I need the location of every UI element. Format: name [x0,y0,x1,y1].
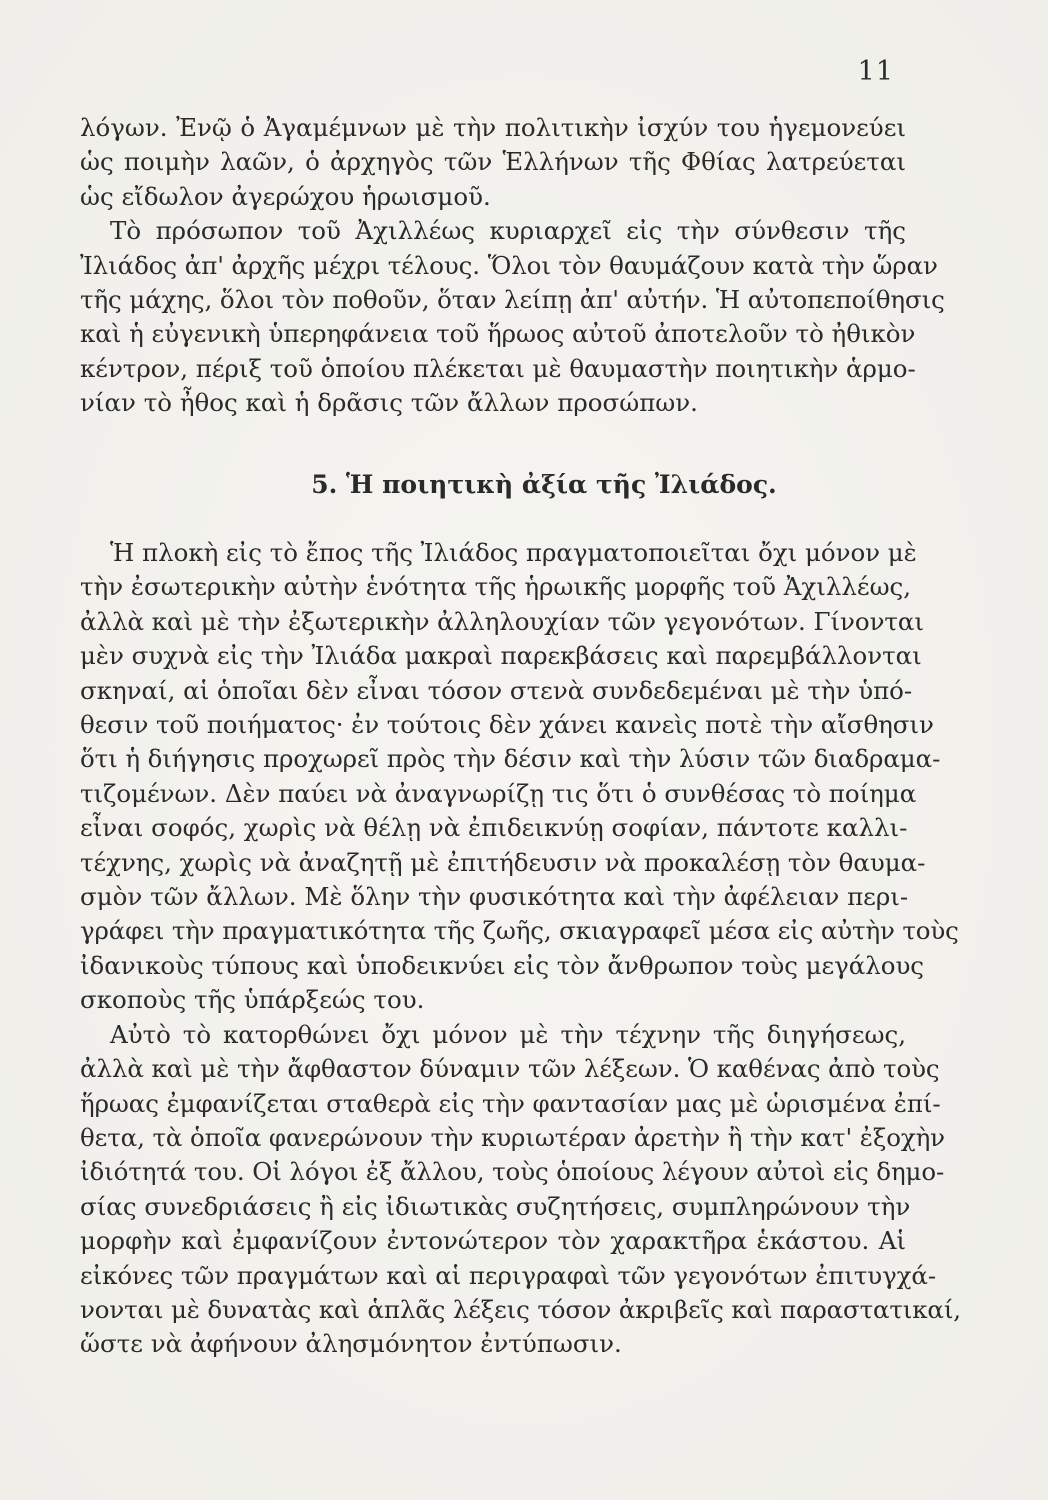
text-line: τιζομένων. Δὲν παύει νὰ ἀναγνωρίζῃ τις ὅτι ὁ συνθέσας τὸ ποίημα [80,778,917,808]
text-line: λόγων. Ἐνῷ ὁ Ἀγαμέμνων μὲ τὴν πολιτικὴν ἰσχύν του ἡγεμονεύει [80,113,906,142]
text-line: νίαν τὸ ἦθος καὶ ἡ δρᾶσις τῶν ἄλλων προσώπων. [80,388,698,418]
text-line: σκηναί, αἱ ὁποῖαι δὲν εἶναι τόσον στενὰ συνδεδεμέναι μὲ τὴν ὑπό- [80,675,913,705]
text-line: Τὸ πρόσωπον τοῦ Ἀχιλλέως κυριαρχεῖ εἰς τὴν σύνθεσιν τῆς [110,216,906,246]
text-line: ἀλλὰ καὶ μὲ τὴν ἄφθαστον δύναμιν τῶν λέξεων. Ὁ καθένας ἀπὸ τοὺς [80,1054,940,1084]
text-line: ἀλλὰ καὶ μὲ τὴν ἐξωτερικὴν ἀλληλουχίαν τῶν γεγονότων. Γίνονται [80,606,924,636]
text-line: ὡς ποιμὴν λαῶν, ὁ ἀρχηγὸς τῶν Ἑλλήνων τῆς Φθίας λατρεύεται [80,147,906,177]
text-line: σκοποὺς τῆς ὑπάρξεώς του. [80,985,425,1015]
text-line: θεσιν τοῦ ποιήματος· ἐν τούτοις δὲν χάνει κανεὶς ποτὲ τὴν αἴσθησιν [80,710,934,740]
text-line: ὥστε νὰ ἀφήνουν ἀλησμόνητον ἐντύπωσιν. [80,1329,622,1359]
text-line: σμὸν τῶν ἄλλων. Μὲ ὅλην τὴν φυσικότητα καὶ τὴν ἀφέλειαν περι- [80,882,909,912]
text-line: σίας συνεδριάσεις ἢ εἰς ἰδιωτικὰς συζητήσεις, συμπληρώνουν τὴν [80,1191,911,1221]
section-heading: 5. Ἡ ποιητικὴ ἀξία τῆς Ἰλιάδος. [311,470,777,499]
text-line: ἰδιότητά του. Οἱ λόγοι ἐξ ἄλλου, τοὺς ὁποίους λέγουν αὐτοὶ εἰς δημο- [80,1157,945,1187]
section-text-block [80,536,961,1362]
page-number: 11 [857,56,894,87]
paragraph-2 [80,214,945,420]
text-line: ὅτι ἡ διήγησις προχωρεῖ πρὸς τὴν δέσιν καὶ τὴν λύσιν τῶν διαδραμα- [80,744,941,774]
text-line: καὶ ἡ εὐγενικὴ ὑπερηφάνεια τοῦ ἥρωος αὐτοῦ ἀποτελοῦν τὸ ἠθικὸν [80,319,916,349]
text-line: ὡς εἴδωλον ἀγερώχου ἡρωισμοῦ. [80,181,491,211]
text-line: μορφὴν καὶ ἐμφανίζουν ἐντονώτερον τὸν χαρακτῆρα ἑκάστου. Αἱ [80,1226,906,1256]
text-line: Αὐτὸ τὸ κατορθώνει ὄχι μόνον μὲ τὴν τέχνην τῆς διηγήσεως, [110,1019,906,1049]
text-line: ἰδανικοὺς τύπους καὶ ὑποδεικνύει εἰς τὸν ἄνθρωπον τοὺς μεγάλους [80,950,924,980]
text-line: τὴν ἐσωτερικὴν αὐτὴν ἑνότητα τῆς ἡρωικῆς μορφῆς τοῦ Ἀχιλλέως, [80,572,912,602]
text-line: εἰκόνες τῶν πραγμάτων καὶ αἱ περιγραφαὶ τῶν γεγονότων ἐπιτυγχά- [80,1260,937,1290]
text-line: θετα, τὰ ὁποῖα φανερώνουν τὴν κυριωτέραν ἀρετὴν ἢ τὴν κατ' ἐξοχὴν [80,1122,945,1152]
text-line: μὲν συχνὰ εἰς τὴν Ἰλιάδα μακραὶ παρεκβάσεις καὶ παρεμβάλλονται [80,641,922,671]
text-line: τέχνης, χωρὶς νὰ ἀναζητῇ μὲ ἐπιτήδευσιν νὰ προκαλέσῃ τὸν θαυμα- [80,847,926,877]
paragraph-1 [80,111,906,214]
text-line: γράφει τὴν πραγματικότητα τῆς ζωῆς, σκιαγραφεῖ μέσα εἰς αὐτὴν τοὺς [80,916,959,946]
intro-text-block [80,111,945,421]
text-line: νονται μὲ δυνατὰς καὶ ἁπλᾶς λέξεις τόσον ἀκριβεῖς καὶ παραστατικαί, [80,1294,961,1324]
text-line: ἥρωας ἐμφανίζεται σταθερὰ εἰς τὴν φαντασίαν μας μὲ ὡρισμένα ἐπί- [80,1088,941,1118]
text-line: κέντρον, πέριξ τοῦ ὁποίου πλέκεται μὲ θαυμαστὴν ποιητικὴν ἁρμο- [80,353,916,383]
text-line: τῆς μάχης, ὅλοι τὸν ποθοῦν, ὅταν λείπῃ ἀπ' αὐτήν. Ἡ αὐτοπεποίθησις [80,285,945,315]
text-line: εἶναι σοφός, χωρὶς νὰ θέλῃ νὰ ἐπιδεικνύῃ σοφίαν, πάντοτε καλλι- [80,813,908,843]
paragraph-4 [80,1018,961,1362]
text-line: Ἡ πλοκὴ εἰς τὸ ἔπος τῆς Ἰλιάδος πραγματοποιεῖται ὄχι μόνον μὲ [110,538,917,567]
paragraph-3 [80,536,959,1018]
text-line: Ἰλιάδος ἀπ' ἀρχῆς μέχρι τέλους. Ὅλοι τὸν θαυμάζουν κατὰ τὴν ὥραν [80,250,938,280]
